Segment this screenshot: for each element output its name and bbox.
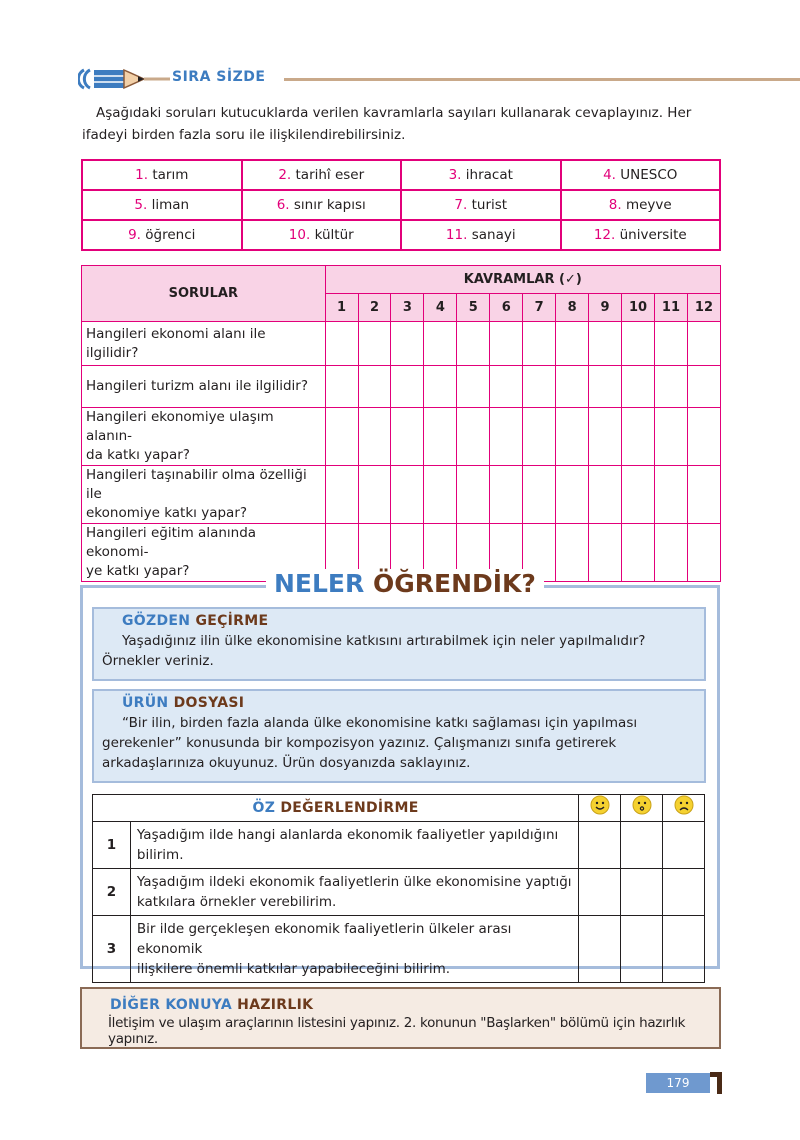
answer-checkbox-cell[interactable] xyxy=(457,322,490,366)
answer-checkbox-cell[interactable] xyxy=(622,466,655,524)
answer-checkbox-cell[interactable] xyxy=(687,524,720,582)
concept-cell: 11. sanayi xyxy=(401,220,561,250)
self-assessment-row xyxy=(93,822,705,869)
concept-cell: 3. ihracat xyxy=(401,160,561,190)
question-text: Hangileri eğitim alanında ekonomi- ye katkı yapar? xyxy=(82,524,326,582)
concept-number-header: 9 xyxy=(589,294,622,322)
questions-table xyxy=(81,265,721,582)
self-assessment-row xyxy=(93,916,705,983)
rating-cell[interactable] xyxy=(663,869,705,916)
rating-cell[interactable] xyxy=(663,822,705,869)
answer-checkbox-cell[interactable] xyxy=(523,366,556,408)
answer-checkbox-cell[interactable] xyxy=(589,366,622,408)
rating-cell[interactable] xyxy=(621,822,663,869)
rating-cell[interactable] xyxy=(579,869,621,916)
concept-number-header: 7 xyxy=(523,294,556,322)
concept-number-header: 12 xyxy=(687,294,720,322)
self-assessment-statement: Yaşadığım ilde hangi alanlarda ekonomik faaliyetler yapıldığını bilirim. xyxy=(130,822,578,869)
question-text: Hangileri turizm alanı ile ilgilidir? xyxy=(82,366,326,408)
answer-checkbox-cell[interactable] xyxy=(391,322,424,366)
gozden-gecirme-text: Yaşadığınız ilin ülke ekonomisine katkısını artırabilmek için neler yapılmalıdır? Örnekler veriniz. xyxy=(102,633,646,669)
sad-face-icon xyxy=(663,795,705,822)
answer-checkbox-cell[interactable] xyxy=(424,408,457,466)
answer-checkbox-cell[interactable] xyxy=(457,408,490,466)
answer-checkbox-cell[interactable] xyxy=(490,408,523,466)
neler-ogrendik-title: NELER ÖĞRENDİK? xyxy=(266,569,544,598)
answer-checkbox-cell[interactable] xyxy=(457,366,490,408)
instructions: Aşağıdaki soruları kutucuklarda verilen kavramlarla sayıları kullanarak cevaplayınız. Her ifadeyi birden fazla soru ile ilişkilendirebilirsiniz. xyxy=(82,105,692,143)
concept-number-header: 1 xyxy=(325,294,358,322)
concept-number-header: 5 xyxy=(457,294,490,322)
concept-number-header: 3 xyxy=(391,294,424,322)
concept-number-header: 8 xyxy=(556,294,589,322)
concept-cell: 1. tarım xyxy=(82,160,242,190)
urun-dosyasi-box xyxy=(92,689,706,783)
question-row xyxy=(82,322,721,366)
answer-checkbox-cell[interactable] xyxy=(523,408,556,466)
answer-checkbox-cell[interactable] xyxy=(490,466,523,524)
header-divider xyxy=(284,78,800,81)
answer-checkbox-cell[interactable] xyxy=(654,524,687,582)
answer-checkbox-cell[interactable] xyxy=(391,466,424,524)
answer-checkbox-cell[interactable] xyxy=(622,366,655,408)
answer-checkbox-cell[interactable] xyxy=(589,524,622,582)
answer-checkbox-cell[interactable] xyxy=(687,466,720,524)
concept-cell: 12. üniversite xyxy=(561,220,721,250)
question-text: Hangileri ekonomi alanı ile ilgilidir? xyxy=(82,322,326,366)
row-index: 1 xyxy=(93,822,131,869)
page-number: 179 xyxy=(646,1073,710,1093)
diger-konuya-hazirlik-label: DİĞER KONUYA HAZIRLIK xyxy=(110,997,314,1013)
question-row xyxy=(82,408,721,466)
answer-checkbox-cell[interactable] xyxy=(358,466,391,524)
self-assessment-header: ÖZ DEĞERLENDİRME xyxy=(93,795,579,822)
section-title: SIRA SİZDE xyxy=(172,69,266,85)
pencil-icon xyxy=(78,66,170,92)
answer-checkbox-cell[interactable] xyxy=(589,466,622,524)
answer-checkbox-cell[interactable] xyxy=(654,466,687,524)
section-header xyxy=(78,66,800,92)
concept-cell: 4. UNESCO xyxy=(561,160,721,190)
concept-cell: 6. sınır kapısı xyxy=(242,190,402,220)
answer-checkbox-cell[interactable] xyxy=(490,366,523,408)
answer-checkbox-cell[interactable] xyxy=(424,466,457,524)
answer-checkbox-cell[interactable] xyxy=(391,366,424,408)
concept-number-header: 4 xyxy=(424,294,457,322)
answer-checkbox-cell[interactable] xyxy=(556,322,589,366)
answer-checkbox-cell[interactable] xyxy=(424,322,457,366)
question-text: Hangileri taşınabilir olma özelliği ile ekonomiye katkı yapar? xyxy=(82,466,326,524)
row-index: 3 xyxy=(93,916,131,983)
concept-number-header: 6 xyxy=(490,294,523,322)
urun-dosyasi-label: ÜRÜN DOSYASI xyxy=(122,695,245,711)
self-assessment-statement: Bir ilde gerçekleşen ekonomik faaliyetlerin ülkeler arası ekonomik ilişkilere önemli katkılar yapabileceğini bilirim. xyxy=(130,916,578,983)
answer-checkbox-cell[interactable] xyxy=(325,366,358,408)
gozden-gecirme-box xyxy=(92,607,706,681)
answer-checkbox-cell[interactable] xyxy=(457,466,490,524)
concept-cell: 8. meyve xyxy=(561,190,721,220)
concept-cell: 10. kültür xyxy=(242,220,402,250)
gozden-gecirme-label: GÖZDEN GEÇİRME xyxy=(122,613,269,629)
answer-checkbox-cell[interactable] xyxy=(556,466,589,524)
answer-checkbox-cell[interactable] xyxy=(424,366,457,408)
self-assessment-table xyxy=(92,794,705,983)
answer-checkbox-cell[interactable] xyxy=(622,408,655,466)
rating-cell[interactable] xyxy=(579,916,621,983)
answer-checkbox-cell[interactable] xyxy=(654,408,687,466)
answer-checkbox-cell[interactable] xyxy=(358,366,391,408)
rating-cell[interactable] xyxy=(663,916,705,983)
concept-cell: 5. liman xyxy=(82,190,242,220)
concept-number-header: 10 xyxy=(622,294,655,322)
answer-checkbox-cell[interactable] xyxy=(622,322,655,366)
diger-konuya-hazirlik-text: İletişim ve ulaşım araçlarının listesini yapınız. 2. konunun "Başlarken" bölümü için hazırlık yapınız. xyxy=(108,1015,686,1047)
answer-checkbox-cell[interactable] xyxy=(490,322,523,366)
answer-checkbox-cell[interactable] xyxy=(325,322,358,366)
page-corner-mark xyxy=(710,1072,722,1094)
self-assessment-row xyxy=(93,869,705,916)
smile-face-icon xyxy=(579,795,621,822)
questions-header: SORULAR xyxy=(82,266,326,322)
answer-checkbox-cell[interactable] xyxy=(325,466,358,524)
answer-checkbox-cell[interactable] xyxy=(687,366,720,408)
answer-checkbox-cell[interactable] xyxy=(556,408,589,466)
urun-dosyasi-text: “Bir ilin, birden fazla alanda ülke ekonomisine katkı sağlaması için yapılması gerekenler” konusunda bir kompozisyon yazınız. Çalışmanızı sınıfa getirerek arkadaşlarınıza okuyunuz. Ürün dosyanızda saklayınız. xyxy=(102,715,638,771)
concept-number-header: 11 xyxy=(654,294,687,322)
answer-checkbox-cell[interactable] xyxy=(325,408,358,466)
concept-table xyxy=(81,159,721,251)
concept-cell: 9. öğrenci xyxy=(82,220,242,250)
concept-cell: 2. tarihî eser xyxy=(242,160,402,190)
answer-checkbox-cell[interactable] xyxy=(687,322,720,366)
answer-checkbox-cell[interactable] xyxy=(391,408,424,466)
answer-checkbox-cell[interactable] xyxy=(589,408,622,466)
question-row xyxy=(82,466,721,524)
answer-checkbox-cell[interactable] xyxy=(523,466,556,524)
answer-checkbox-cell[interactable] xyxy=(622,524,655,582)
rating-cell[interactable] xyxy=(579,822,621,869)
question-row xyxy=(82,366,721,408)
rating-cell[interactable] xyxy=(621,916,663,983)
concept-cell: 7. turist xyxy=(401,190,561,220)
answer-checkbox-cell[interactable] xyxy=(358,408,391,466)
rating-cell[interactable] xyxy=(621,869,663,916)
concepts-header: KAVRAMLAR (✓) xyxy=(325,266,720,294)
question-text: Hangileri ekonomiye ulaşım alanın- da katkı yapar? xyxy=(82,408,326,466)
self-assessment-statement: Yaşadığım ildeki ekonomik faaliyetlerin ülke ekonomisine yaptığı katkılara örnekler verebilirim. xyxy=(130,869,578,916)
answer-checkbox-cell[interactable] xyxy=(589,322,622,366)
answer-checkbox-cell[interactable] xyxy=(654,322,687,366)
concept-number-header: 2 xyxy=(358,294,391,322)
answer-checkbox-cell[interactable] xyxy=(687,408,720,466)
row-index: 2 xyxy=(93,869,131,916)
answer-checkbox-cell[interactable] xyxy=(358,322,391,366)
diger-konuya-hazirlik-box xyxy=(80,987,721,1049)
answer-checkbox-cell[interactable] xyxy=(654,366,687,408)
answer-checkbox-cell[interactable] xyxy=(556,366,589,408)
neutral-face-icon xyxy=(621,795,663,822)
answer-checkbox-cell[interactable] xyxy=(523,322,556,366)
answer-checkbox-cell[interactable] xyxy=(556,524,589,582)
